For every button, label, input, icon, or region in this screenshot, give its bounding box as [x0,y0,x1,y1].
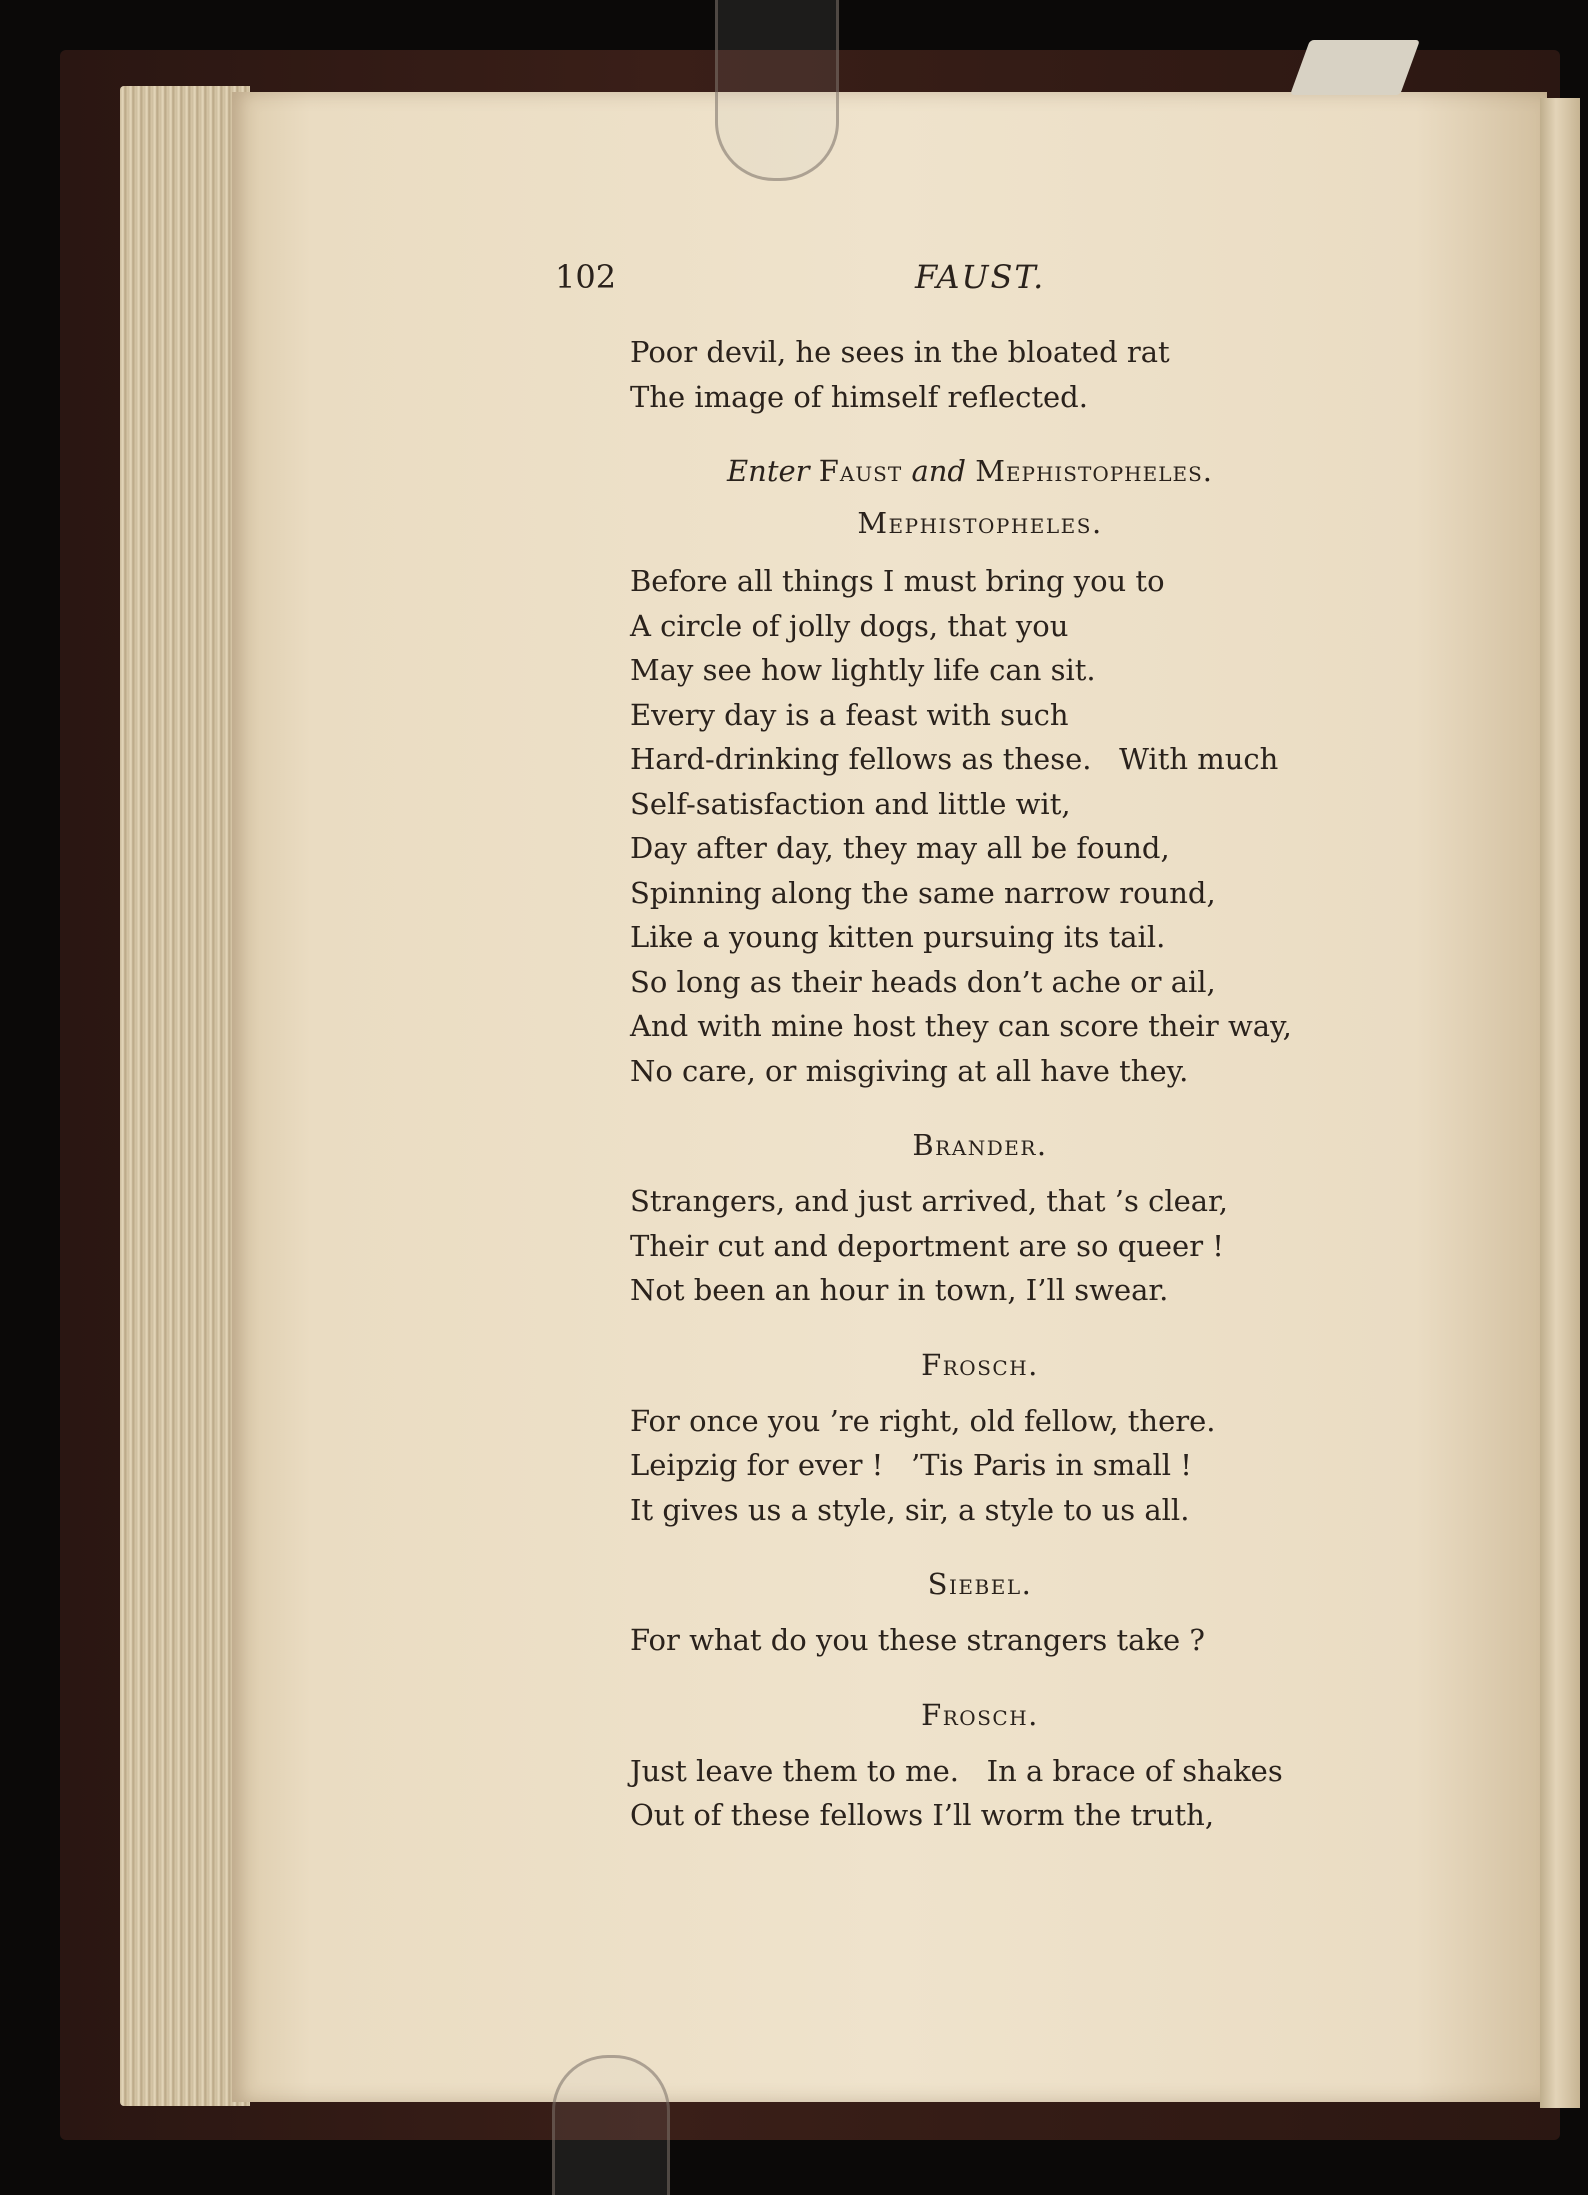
verse-line: Self-satisfaction and little wit, [630,786,1071,821]
verse-line: Their cut and deportment are so queer ! [630,1228,1224,1263]
verse-line: Before all things I must bring you to [630,564,1165,598]
verse-line: Every day is a feast with such [630,697,1069,732]
verse-line: Day after day, they may all be found, [630,831,1170,865]
verse-line: Not been an hour in town, I’ll swear. [630,1273,1169,1307]
page-text [630,330,1330,1838]
verse-line: Out of these fellows I’ll worm the truth, [630,1798,1215,1832]
top-page-clip [715,0,839,181]
verse-line: Leipzig for ever ! ’Tis Paris in small ! [630,1448,1192,1482]
speaker-name: Frosch. [921,1697,1039,1732]
verse-line: So long as their heads don’t ache or ail, [630,964,1216,999]
right-page-edge [1540,98,1580,2108]
verse-line: No care, or misgiving at all have they. [630,1053,1189,1088]
stage-direction [630,449,1330,493]
verse-line: May see how lightly life can sit. [630,653,1096,687]
verse-line: Like a young kitten pursuing its tail. [630,920,1166,954]
verse-line: Just leave them to me. In a brace of shakes [630,1753,1283,1788]
verse-line: Poor devil, he sees in the bloated rat [630,335,1170,369]
page-header [555,258,1075,308]
verse-line: For what do you these strangers take ? [630,1623,1205,1657]
bottom-page-clip [552,2055,670,2195]
verse-line: Spinning along the same narrow round, [630,875,1216,910]
verse-line: For once you ’re right, old fellow, there. [630,1403,1216,1438]
stage-enter: Enter [727,454,810,488]
page-number: 102 [555,258,617,296]
verse-block-1 [630,330,1330,419]
verse-line: And with mine host they can score their way, [630,1009,1292,1043]
speech-frosch-2 [630,1749,1330,1838]
verse-line: Hard-drinking fellows as these. With much [630,742,1279,776]
stage-mephistopheles: Mephistopheles. [975,454,1214,488]
stage-and: and [911,454,966,488]
corner-tab [1290,40,1420,95]
speaker-name: Siebel. [927,1567,1033,1601]
speech-mephistopheles [630,559,1330,1093]
stage-faust: Faust [818,454,903,488]
speaker-name: Frosch. [921,1347,1039,1382]
speech-frosch [630,1399,1330,1533]
verse-line: A circle of jolly dogs, that you [630,608,1069,643]
verse-line: Strangers, and just arrived, that ’s clear, [630,1184,1228,1218]
running-title: FAUST. [915,258,1046,296]
speaker-name: Mephistopheles. [857,506,1103,540]
verse-line: The image of himself reflected. [630,379,1088,414]
speaker-name: Brander. [912,1128,1048,1162]
speech-siebel [630,1618,1330,1663]
verse-line: It gives us a style, sir, a style to us all. [630,1492,1190,1527]
page-edges [120,86,250,2106]
speech-brander [630,1179,1330,1313]
